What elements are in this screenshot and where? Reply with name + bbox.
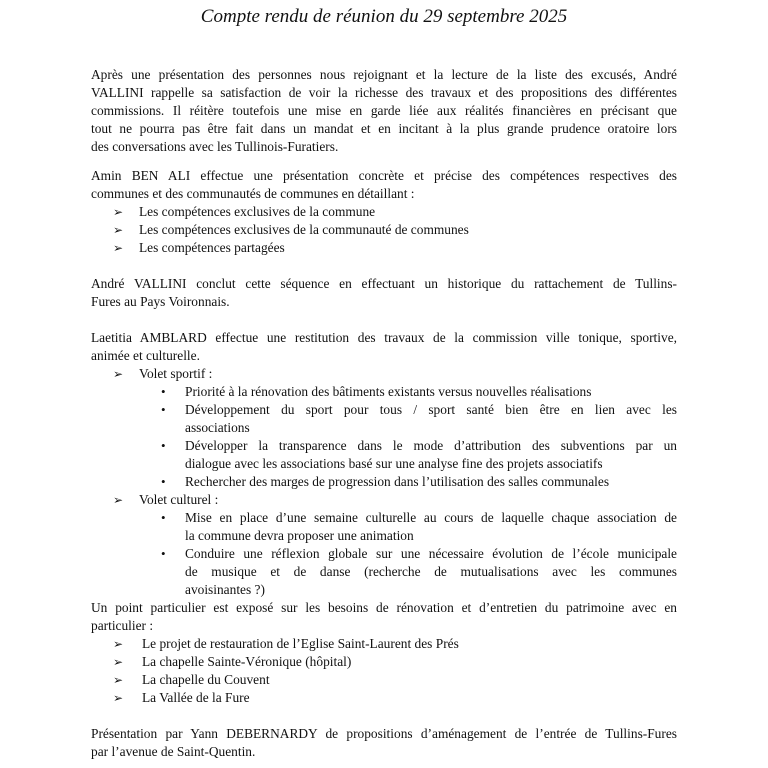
section-commission-ville (91, 329, 677, 707)
text-line: Conduire une réflexion globale sur une nécessaire évolution de l’école municipale (185, 546, 677, 561)
text-line: Volet culturel : (139, 492, 219, 507)
section-amenagement (91, 725, 677, 761)
text-line: Fures au Pays Voironnais. (91, 294, 230, 309)
text-line: Développer la transparence dans le mode d’attribution des subventions par un (185, 438, 677, 453)
dot-bullet-icon: • (161, 438, 166, 453)
text-line: Les compétences exclusives de la commune (139, 204, 376, 219)
text-line: communes et des communautés de communes en détaillant : (91, 186, 415, 201)
arrow-bullet-icon: ➢ (113, 493, 124, 507)
arrow-bullet-icon: ➢ (113, 205, 124, 219)
list-item (91, 203, 677, 221)
text-line: Laetitia AMBLARD effectue une restitution des travaux de la commission ville tonique, sportive, (91, 330, 677, 345)
paragraph (91, 725, 677, 761)
list-item (91, 221, 677, 239)
list-item (91, 437, 677, 473)
text-line: animée et culturelle. (91, 348, 200, 363)
text-line: avoisinantes ?) (185, 582, 265, 597)
section-introduction (91, 66, 677, 156)
dot-bullet-icon: • (161, 474, 166, 489)
list-item (91, 365, 677, 383)
paragraph (91, 599, 677, 635)
document-title: Compte rendu de réunion du 29 septembre 2025 (200, 6, 568, 27)
arrow-bullet-icon: ➢ (113, 673, 124, 687)
text-line: Présentation par Yann DEBERNARDY de propositions d’aménagement de l’entrée de Tullins-Fures (91, 726, 677, 741)
list-item (91, 689, 677, 707)
text-line: des conversations avec les Tullinois-Furatiers. (91, 139, 339, 154)
text-line: Priorité à la rénovation des bâtiments existants versus nouvelles réalisations (185, 384, 592, 399)
arrow-bullet-icon: ➢ (113, 655, 124, 669)
text-line: la commune devra proposer une animation (185, 528, 414, 543)
list-item (91, 545, 677, 599)
text-line: commissions. Il réitère toutefois une mise en garde liée aux réalités financières en précisant que (91, 103, 677, 118)
list-item (91, 473, 677, 491)
text-line: La Vallée de la Fure (142, 690, 250, 705)
list-item (91, 635, 677, 653)
arrow-bullet-icon: ➢ (113, 637, 124, 651)
text-line: La chapelle Sainte-Véronique (hôpital) (142, 654, 352, 669)
text-line: VALLINI rappelle sa satisfaction de voir la richesse des travaux et des propositions des différentes (91, 85, 677, 100)
text-line: Développement du sport pour tous / sport santé bien être en lien avec les (185, 402, 677, 417)
text-line: Le projet de restauration de l’Eglise Saint-Laurent des Prés (142, 636, 459, 651)
text-line: particulier : (91, 618, 154, 633)
arrow-bullet-icon: ➢ (113, 367, 124, 381)
text-line: Mise en place d’une semaine culturelle au cours de laquelle chaque association de (185, 510, 677, 525)
dot-bullet-icon: • (161, 546, 166, 561)
arrow-bullet-icon: ➢ (113, 241, 124, 255)
text-line: Après une présentation des personnes nous rejoignant et la lecture de la liste des excusés, André (91, 67, 677, 82)
text-line: André VALLINI conclut cette séquence en effectuant un historique du rattachement de Tullins- (91, 276, 677, 291)
text-line: Amin BEN ALI effectue une présentation concrète et précise des compétences respectives des (91, 168, 677, 183)
arrow-bullet-icon: ➢ (113, 691, 124, 705)
arrow-bullet-icon: ➢ (113, 223, 124, 237)
section-rattachement (91, 275, 677, 311)
list-item (91, 491, 677, 509)
list-item (91, 671, 677, 689)
text-line: par l’avenue de Saint-Quentin. (91, 744, 256, 759)
text-line: associations (185, 420, 250, 435)
list-item (91, 509, 677, 545)
text-line: tout ne pourra pas être fait dans un mandat et en incitant à la plus grande prudence oratoire lors (91, 121, 677, 136)
list-item (91, 653, 677, 671)
dot-bullet-icon: • (161, 384, 166, 399)
text-line: dialogue avec les associations basé sur une analyse fine des projets associatifs (185, 456, 603, 471)
list-item (91, 401, 677, 437)
paragraph (91, 329, 677, 365)
dot-bullet-icon: • (161, 402, 166, 417)
list-item (91, 239, 677, 257)
text-line: Volet sportif : (139, 366, 213, 381)
section-competences (91, 167, 677, 257)
text-line: Un point particulier est exposé sur les besoins de rénovation et d’entretien du patrimoine avec en (91, 600, 677, 615)
paragraph (91, 275, 677, 311)
text-line: Les compétences exclusives de la communauté de communes (139, 222, 469, 237)
list-item (91, 383, 677, 401)
text-line: La chapelle du Couvent (142, 672, 270, 687)
document-body (91, 66, 677, 761)
text-line: de musique et de danse (recherche de mutualisations avec les communes (185, 564, 677, 579)
text-line: Les compétences partagées (139, 240, 285, 255)
paragraph (91, 167, 677, 203)
paragraph (91, 66, 677, 156)
dot-bullet-icon: • (161, 510, 166, 525)
text-line: Rechercher des marges de progression dans l’utilisation des salles communales (185, 474, 610, 489)
